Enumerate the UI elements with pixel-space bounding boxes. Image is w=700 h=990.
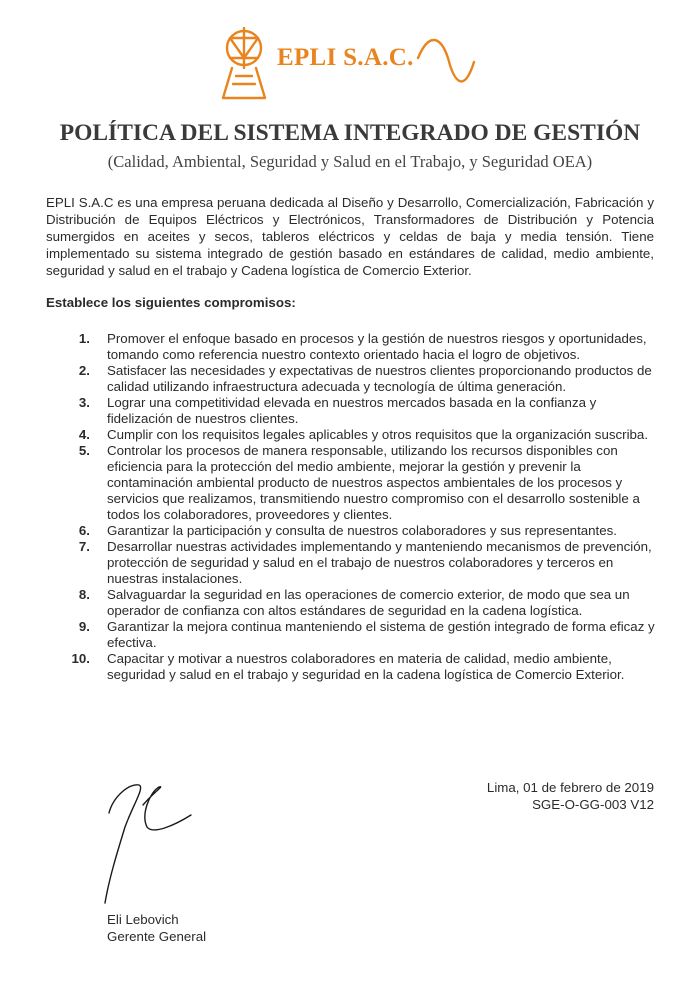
list-item-number: 4. [78,427,90,442]
list-item-text: Cumplir con los requisitos legales aplicables y otros requisitos que la organización suscriba. [107,427,649,442]
list-item [0,395,700,427]
list-item [0,331,700,363]
list-item-text: Desarrollar nuestras actividades implementando y manteniendo mecanismos de prevención, protección de seguridad y salud en el trabajo de nuestros colaboradores y terceros en nuestras instalaciones. [107,539,652,586]
place-date: Lima, 01 de febrero de 2019 [486,780,654,795]
document-code: SGE-O-GG-003 V12 [532,797,654,812]
list-item-number: 2. [78,363,90,378]
list-item-text: Garantizar la participación y consulta de nuestros colaboradores y sus representantes. [107,523,617,538]
commitments-list [0,331,700,683]
signer-role: Gerente General [107,929,207,944]
signature-image [95,775,205,910]
list-item-number: 5. [78,443,90,458]
list-item [0,363,700,395]
list-item-text: Lograr una competitividad elevada en nuestros mercados basada en la confianza y fidelización de nuestros clientes. [107,395,597,426]
logo-wordmark: EPLI S.A.C. [277,44,414,71]
list-item-text: Promover el enfoque basado en procesos y la gestión de nuestros riesgos y oportunidades, tomando como referencia nuestro contexto orientado hacia el logro de objetivos. [107,331,647,362]
list-item-number: 8. [78,587,90,602]
list-item-number: 9. [78,619,90,634]
list-item [0,587,700,619]
list-item-text: Garantizar la mejora continua manteniendo el sistema de gestión integrado de forma eficaz y efectiva. [107,619,655,650]
list-item [0,619,700,651]
list-item-text: Salvaguardar la seguridad en las operaciones de comercio exterior, de modo que sea un operador de confianza con altos estándares de seguridad en la cadena logística. [107,587,630,618]
list-item [0,523,700,539]
company-logo [218,24,478,102]
list-item [0,427,700,443]
list-item [0,651,700,683]
signer-name: Eli Lebovich [107,912,179,927]
list-item-text: Capacitar y motivar a nuestros colaboradores en materia de calidad, medio ambiente, seguridad y salud en el trabajo y seguridad en la cadena logística de Comercio Exterior. [107,651,625,682]
list-item-number: 3. [78,395,90,410]
list-item-number: 7. [78,539,90,554]
page-subtitle: (Calidad, Ambiental, Seguridad y Salud en el Trabajo, y Seguridad OEA) [107,152,593,171]
list-item-text: Controlar los procesos de manera responsable, utilizando los recursos disponibles con eficiencia para la protección del medio ambiente, mejorar la gestión y prevenir la contaminación ambiental producto de nuestros aspectos ambientales de los procesos y servicios que realizamos, transmitiendo nuestro compromiso con el desarrollo sostenible a todos los colaboradores, proveedores y clientes. [107,443,640,522]
commitments-heading: Establece los siguientes compromisos: [46,295,296,310]
list-item-text: Satisfacer las necesidades y expectativas de nuestros clientes proporcionando productos de calidad utilizando infraestructura adecuada y tecnología de última generación. [107,363,652,394]
list-item [0,539,700,587]
page-title: POLÍTICA DEL SISTEMA INTEGRADO DE GESTIÓN [59,120,641,146]
list-item-number: 10. [71,651,90,666]
list-item-number: 6. [78,523,90,538]
list-item [0,443,700,523]
list-item-number: 1. [78,331,90,346]
intro-paragraph: EPLI S.A.C es una empresa peruana dedicada al Diseño y Desarrollo, Comercialización, Fabricación y Distribución de Equipos Eléctricos y Electrónicos, Transformadores de Distribución y Potencia sumergidos en aceites y secos, tableros eléctricos y celdas de baja y media tensión. Tiene implementado su sistema integrado de gestión basado en estándares de calidad, medio ambiente, seguridad y salud en el trabajo y Cadena logística de Comercio Exterior. [46,195,654,278]
